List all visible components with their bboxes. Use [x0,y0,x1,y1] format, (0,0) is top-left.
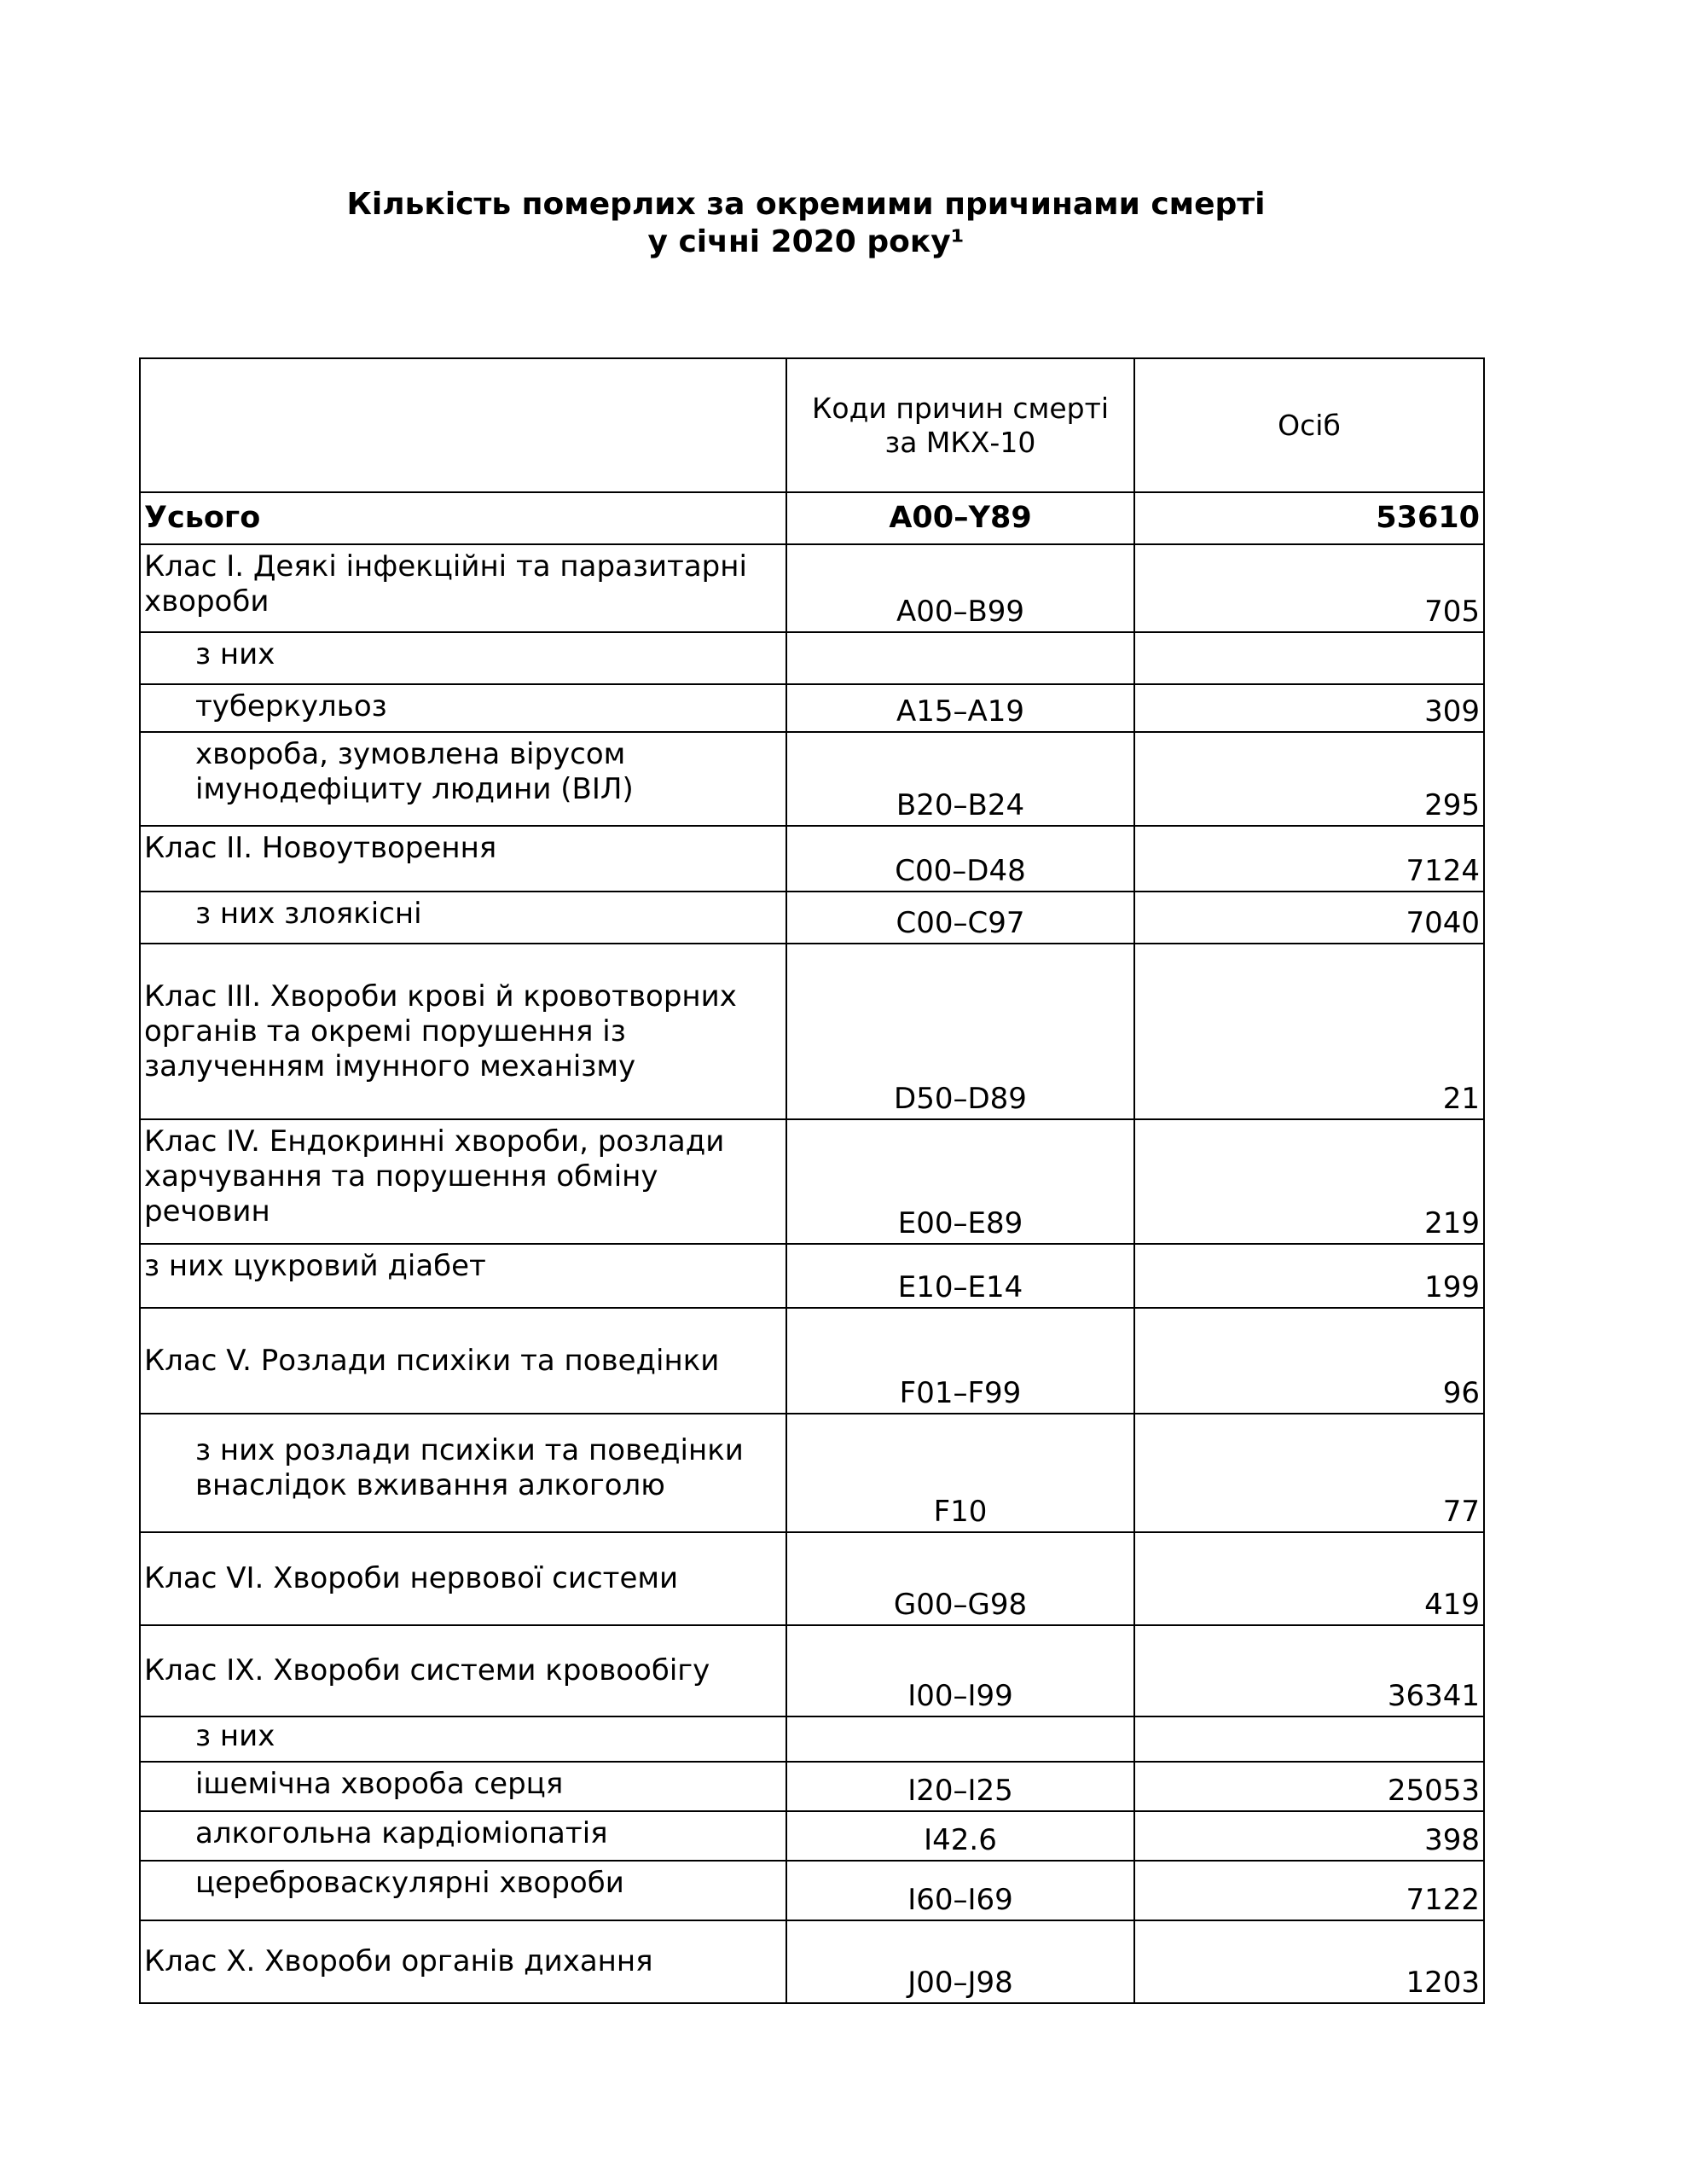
row-value [1134,1716,1484,1762]
row-name: хвороба, зумовлена вірусом імунодефіциту людини (ВІЛ) [140,732,786,826]
row-code: F01–F99 [786,1308,1134,1414]
table-row-total [140,492,1484,544]
table-row [140,544,1484,632]
table-row [140,1625,1484,1716]
table-row [140,684,1484,732]
table-header-row [140,358,1484,492]
row-value: 7122 [1134,1861,1484,1920]
row-name: ішемічна хвороба серця [140,1762,786,1811]
table-row [140,632,1484,684]
row-name: цереброваскулярні хвороби [140,1861,786,1920]
row-name: Клас I. Деякі інфекційні та паразитарні хвороби [140,544,786,632]
table-row [140,1414,1484,1532]
row-name: з них злоякісні [140,892,786,944]
row-code: I60–I69 [786,1861,1134,1920]
row-name: Клас X. Хвороби органів дихання [140,1920,786,2003]
row-code: B20–B24 [786,732,1134,826]
row-name: Усього [140,492,786,544]
table-row [140,826,1484,892]
row-code: C00–D48 [786,826,1134,892]
header-codes [786,358,1134,492]
deaths-table [139,357,1485,2004]
row-value: 96 [1134,1308,1484,1414]
header-persons: Осіб [1134,358,1484,492]
row-name: з них [140,632,786,684]
row-value: 295 [1134,732,1484,826]
table-row [140,732,1484,826]
row-code: E10–E14 [786,1244,1134,1308]
table-row [140,1532,1484,1625]
row-name: Клас IV. Ендокринні хвороби, розлади харчування та порушення обміну речовин [140,1119,786,1244]
row-code: I00–I99 [786,1625,1134,1716]
row-value: 21 [1134,944,1484,1119]
table-row [140,1920,1484,2003]
header-name [140,358,786,492]
row-value: 309 [1134,684,1484,732]
table-row [140,1861,1484,1920]
row-code: A15–A19 [786,684,1134,732]
row-value: 36341 [1134,1625,1484,1716]
row-code: E00–E89 [786,1119,1134,1244]
table-row [140,944,1484,1119]
row-name: Клас VI. Хвороби нервової системи [140,1532,786,1625]
table-row [140,1716,1484,1762]
table-row [140,1811,1484,1861]
row-name: туберкульоз [140,684,786,732]
title-line-1: Кількість померлих за окремими причинами смерті [346,187,1266,222]
row-value: 1203 [1134,1920,1484,2003]
row-code [786,1716,1134,1762]
row-value: 219 [1134,1119,1484,1244]
page-title [0,186,1612,261]
row-name: з них [140,1716,786,1762]
row-code: G00–G98 [786,1532,1134,1625]
row-value: 419 [1134,1532,1484,1625]
row-value: 7124 [1134,826,1484,892]
row-code: J00–J98 [786,1920,1134,2003]
row-name: Клас V. Розлади психіки та поведінки [140,1308,786,1414]
row-name: Клас II. Новоутворення [140,826,786,892]
row-value: 398 [1134,1811,1484,1861]
row-name: з них цукровий діабет [140,1244,786,1308]
row-code: A00–Y89 [786,492,1134,544]
row-code: A00–B99 [786,544,1134,632]
row-name: Клас IX. Хвороби системи кровообігу [140,1625,786,1716]
row-name: алкогольна кардіоміопатія [140,1811,786,1861]
row-value: 25053 [1134,1762,1484,1811]
row-code: I42.6 [786,1811,1134,1861]
row-value: 199 [1134,1244,1484,1308]
table-row [140,1244,1484,1308]
header-codes-label: Коди причин смерті за МКХ-10 [811,391,1110,459]
row-code: F10 [786,1414,1134,1532]
row-value: 7040 [1134,892,1484,944]
row-code [786,632,1134,684]
row-value: 77 [1134,1414,1484,1532]
row-code: I20–I25 [786,1762,1134,1811]
row-value: 705 [1134,544,1484,632]
row-value [1134,632,1484,684]
row-code: D50–D89 [786,944,1134,1119]
table-row [140,1119,1484,1244]
table-row [140,892,1484,944]
table-row [140,1308,1484,1414]
row-code: C00–C97 [786,892,1134,944]
title-line-2: у січні 2020 року¹ [647,224,965,259]
table-row [140,1762,1484,1811]
row-value: 53610 [1134,492,1484,544]
row-name: Клас III. Хвороби крові й кровотворних органів та окремі порушення із залученням імунного механізму [140,944,786,1119]
row-name: з них розлади психіки та поведінки внаслідок вживання алкоголю [140,1414,786,1532]
